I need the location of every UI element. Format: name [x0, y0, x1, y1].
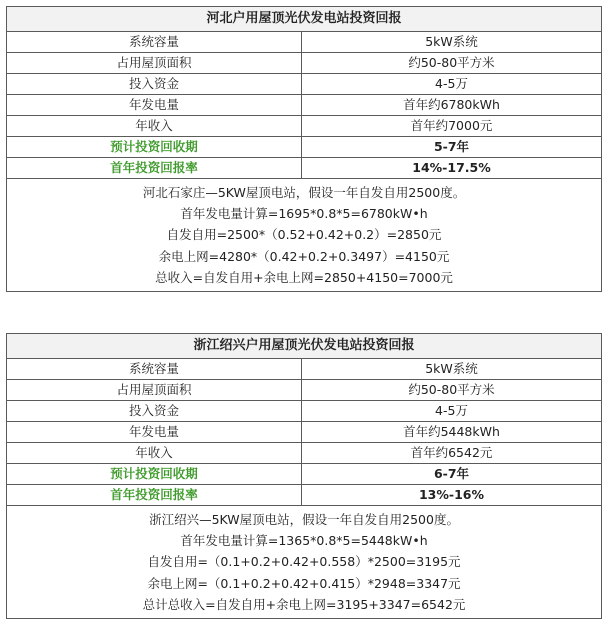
row-value: 4-5万 — [302, 74, 602, 95]
note-line: 自发自用=2500*（0.52+0.42+0.2）=2850元 — [166, 227, 442, 243]
roi-label: 首年投资回报率 — [7, 485, 302, 506]
note-line: 总计总收入=自发自用+余电上网=3195+3347=6542元 — [142, 596, 466, 612]
note-line: 自发自用=（0.1+0.2+0.42+0.558）*2500=3195元 — [147, 554, 461, 570]
row-label: 系统容量 — [7, 359, 302, 380]
zhejiang-roi-table — [6, 333, 602, 619]
note-line: 余电上网=4280*（0.42+0.2+0.3497）=4150元 — [158, 248, 450, 264]
notes-cell — [7, 179, 602, 292]
table-row — [7, 443, 602, 464]
row-label: 投入资金 — [7, 401, 302, 422]
table-row — [7, 380, 602, 401]
notes-cell — [7, 506, 602, 619]
row-label: 占用屋顶面积 — [7, 53, 302, 74]
row-value: 约50-80平方米 — [302, 53, 602, 74]
row-label: 投入资金 — [7, 74, 302, 95]
table-row — [7, 116, 602, 137]
table-title-row — [7, 334, 602, 359]
note-line: 河北石家庄—5KW屋顶电站，假设一年自发自用2500度。 — [142, 185, 466, 200]
table-title-row — [7, 7, 602, 32]
roi-label: 首年投资回报率 — [7, 158, 302, 179]
table-row — [7, 359, 602, 380]
note-line: 浙江绍兴—5KW屋顶电站，假设一年自发自用2500度。 — [149, 512, 459, 527]
roi-row — [7, 158, 602, 179]
table-row — [7, 32, 602, 53]
row-value: 约50-80平方米 — [302, 380, 602, 401]
row-label: 年收入 — [7, 443, 302, 464]
row-label: 系统容量 — [7, 32, 302, 53]
notes-row — [7, 506, 602, 619]
roi-value: 13%-16% — [302, 485, 602, 506]
roi-value: 14%-17.5% — [302, 158, 602, 179]
row-label: 占用屋顶面积 — [7, 380, 302, 401]
row-value: 首年约6780kWh — [302, 95, 602, 116]
payback-label: 预计投资回收期 — [7, 137, 302, 158]
row-value: 5kW系统 — [302, 32, 602, 53]
table-title: 浙江绍兴户用屋顶光伏发电站投资回报 — [7, 334, 602, 359]
row-value: 4-5万 — [302, 401, 602, 422]
row-value: 首年约5448kWh — [302, 422, 602, 443]
table-title: 河北户用屋顶光伏发电站投资回报 — [7, 7, 602, 32]
note-line: 总收入=自发自用+余电上网=2850+4150=7000元 — [155, 269, 453, 285]
table-row — [7, 53, 602, 74]
row-value: 首年约6542元 — [302, 443, 602, 464]
notes-row — [7, 179, 602, 292]
row-label: 年发电量 — [7, 422, 302, 443]
payback-value: 5-7年 — [302, 137, 602, 158]
payback-value: 6-7年 — [302, 464, 602, 485]
row-value: 首年约7000元 — [302, 116, 602, 137]
table-row — [7, 95, 602, 116]
payback-row — [7, 464, 602, 485]
row-label: 年发电量 — [7, 95, 302, 116]
note-line: 首年发电量计算=1365*0.8*5=5448kW•h — [180, 533, 428, 549]
roi-row — [7, 485, 602, 506]
payback-label: 预计投资回收期 — [7, 464, 302, 485]
table-row — [7, 401, 602, 422]
table-row — [7, 422, 602, 443]
note-line: 首年发电量计算=1695*0.8*5=6780kW•h — [180, 206, 428, 222]
payback-row — [7, 137, 602, 158]
note-line: 余电上网=（0.1+0.2+0.42+0.415）*2948=3347元 — [147, 575, 461, 591]
row-value: 5kW系统 — [302, 359, 602, 380]
hebei-roi-table — [6, 6, 602, 292]
row-label: 年收入 — [7, 116, 302, 137]
table-row — [7, 74, 602, 95]
